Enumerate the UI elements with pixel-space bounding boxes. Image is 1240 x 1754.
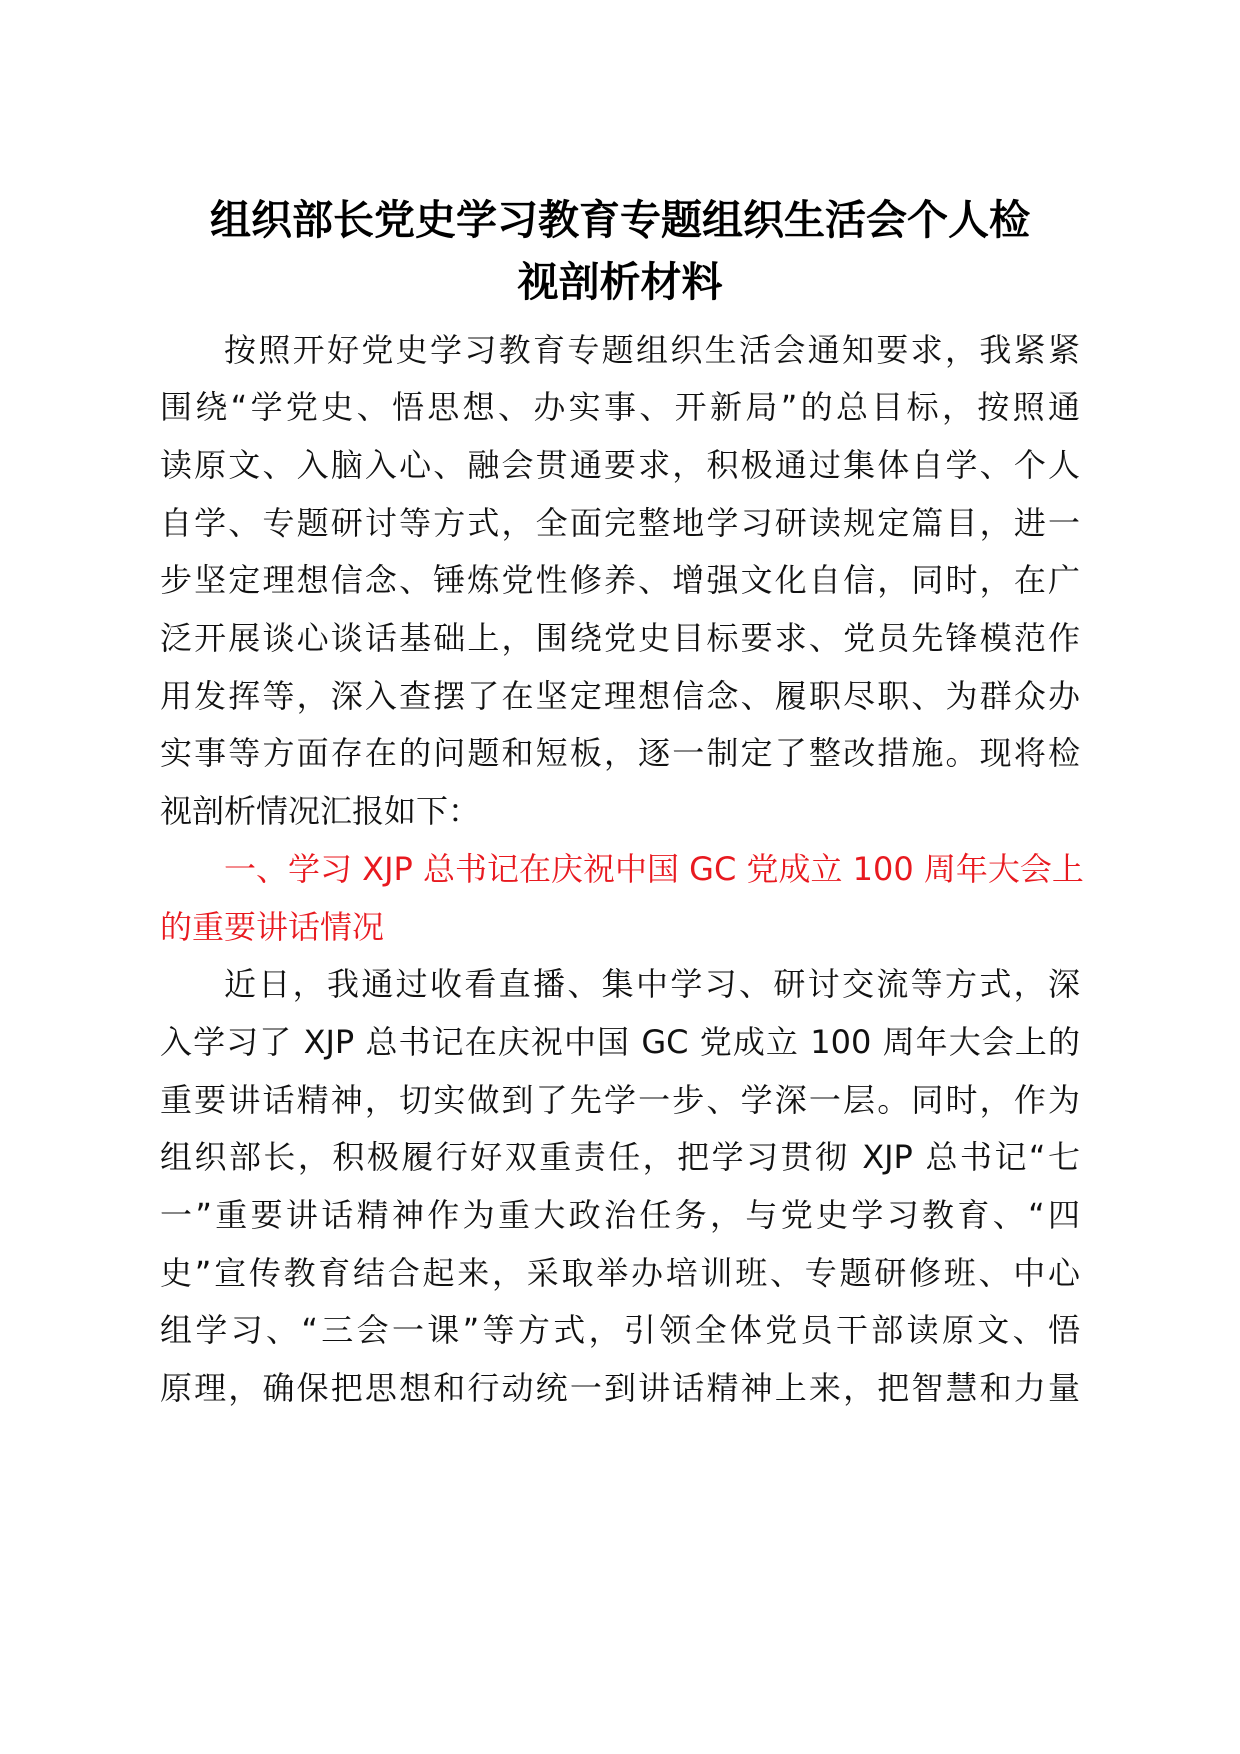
section-heading-line: 一、学习 XJP 总书记在庆祝中国 GC 党成立 100 周年大会上 [224, 850, 1084, 888]
paragraph-line: 史”宣传教育结合起来，采取举办培训班、专题研修班、中心 [160, 1254, 1080, 1292]
paragraph-line: 近日，我通过收看直播、集中学习、研讨交流等方式，深 [224, 965, 1080, 1003]
paragraph-line: 入学习了 XJP 总书记在庆祝中国 GC 党成立 100 周年大会上的 [160, 1023, 1080, 1061]
document-title-line-1: 组织部长党史学习教育专题组织生活会个人检 [210, 196, 1030, 244]
paragraph-line: 原理，确保把思想和行动统一到讲话精神上来，把智慧和力量 [160, 1369, 1080, 1407]
document-title-line-2: 视剖析材料 [517, 258, 723, 306]
paragraph-line: 步坚定理想信念、锤炼党性修养、增强文化自信，同时，在广 [160, 561, 1080, 599]
paragraph-line: 组学习、“三会一课”等方式，引领全体党员干部读原文、悟 [160, 1311, 1080, 1349]
paragraph-line: 自学、专题研讨等方式，全面完整地学习研读规定篇目，进一 [160, 504, 1080, 542]
paragraph-line: 实事等方面存在的问题和短板，逐一制定了整改措施。现将检 [160, 734, 1080, 772]
section-heading-line: 的重要讲话情况 [160, 908, 385, 946]
paragraph-line: 按照开好党史学习教育专题组织生活会通知要求，我紧紧 [224, 331, 1080, 369]
paragraph-line: 视剖析情况汇报如下： [160, 792, 481, 830]
paragraph-line: 一”重要讲话精神作为重大政治任务，与党史学习教育、“四 [160, 1196, 1080, 1234]
paragraph-line: 组织部长，积极履行好双重责任，把学习贯彻 XJP 总书记“七 [160, 1138, 1080, 1176]
paragraph-line: 围绕“学党史、悟思想、办实事、开新局”的总目标，按照通 [160, 388, 1080, 426]
paragraph-line: 重要讲话精神，切实做到了先学一步、学深一层。同时，作为 [160, 1081, 1080, 1119]
paragraph-line: 读原文、入脑入心、融会贯通要求，积极通过集体自学、个人 [160, 446, 1080, 484]
paragraph-line: 用发挥等，深入查摆了在坚定理想信念、履职尽职、为群众办 [160, 677, 1080, 715]
paragraph-line: 泛开展谈心谈话基础上，围绕党史目标要求、党员先锋模范作 [160, 619, 1080, 657]
